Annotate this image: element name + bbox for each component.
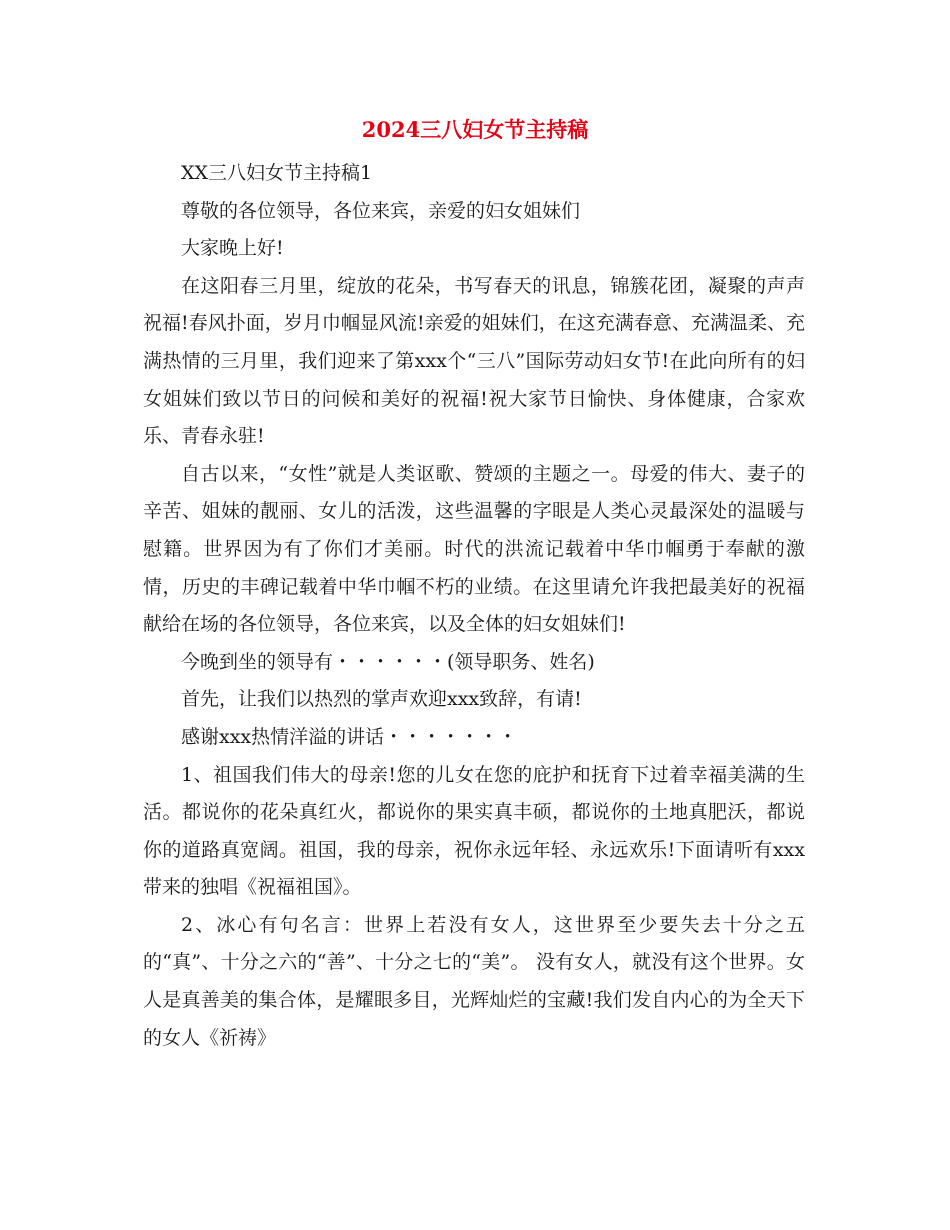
paragraph-opening: 在这阳春三月里，绽放的花朵，书写春天的讯息，锦簇花团，凝聚的声声祝福!春风扑面，岁月巾帼显风流!亲爱的姐妹们，在这充满春意、充满温柔、充满热情的三月里，我们迎来了第xxx个“三八”国际劳动妇女节!在此向所有的妇女姐妹们致以节日的问候和美好的祝福!祝大家节日愉快、身体健康，合家欢乐、青春永驻! (143, 274, 805, 448)
paragraph-heading: XX三八妇女节主持稿1 (181, 162, 373, 184)
paragraph-greeting: 大家晚上好! (181, 237, 284, 260)
paragraph-leaders: 今晚到坐的领导有・・・・・・(领导职务、姓名) (181, 650, 595, 673)
paragraph-program-1: 1、祖国我们伟大的母亲!您的儿女在您的庇护和抚育下过着幸福美满的生活。都说你的花朵真红火，都说你的果实真丰硕，都说你的土地真肥沃，都说你的道路真宽阔。祖国，我的母亲，祝你永远年轻、永远欢乐!下面请听有xxx带来的独唱《祝福祖国》。 (143, 763, 805, 899)
paragraph-welcome-speech: 首先，让我们以热烈的掌声欢迎xxx致辞，有请! (181, 688, 582, 711)
paragraph-thanks: 感谢xxx热情洋溢的讲话・・・・・・・ (181, 725, 518, 748)
paragraph-program-2: 2、冰心有句名言：世界上若没有女人，这世界至少要失去十分之五的“真”、十分之六的“善”、十分之七的“美”。 没有女人，就没有这个世界。女人是真善美的集合体，是耀眼多目，光辉灿烂的宝藏!我们发自内心的为全天下的女人《祈祷》 (143, 913, 805, 1049)
paragraph-salutation: 尊敬的各位领导，各位来宾，亲爱的妇女姐妹们 (181, 199, 581, 222)
paragraph-tribute: 自古以来，“女性”就是人类讴歌、赞颂的主题之一。母爱的伟大、妻子的辛苦、姐妹的靓丽、女儿的活泼，这些温馨的字眼是人类心灵最深处的温暖与慰籍。世界因为有了你们才美丽。时代的洪流记载着中华巾帼勇于奉献的激情，历史的丰碑记载着中华巾帼不朽的业绩。在这里请允许我把最美好的祝福献给在场的各位领导，各位来宾，以及全体的妇女姐妹们! (143, 462, 805, 636)
document-body (143, 155, 805, 1057)
document-title: 2024三八妇女节主持稿 (361, 117, 589, 142)
